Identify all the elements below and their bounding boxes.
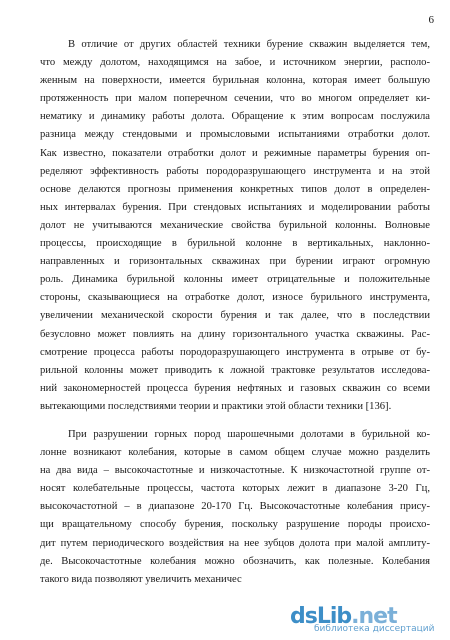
dslib-watermark — [290, 600, 440, 634]
text-line: роль. Динамика бурильной колонны имеет отрицательные и положительные — [40, 274, 430, 286]
text-line: носят колебательные процессы, частота которых лежит в диапазоне 3-20 Гц, — [40, 483, 430, 495]
document-body — [40, 36, 430, 589]
text-line: долот не учитываются механические свойства бурильной колонны. Волновые — [40, 219, 430, 231]
text-line: нематику и динамику работы долота. Обращение к этим вопросам послужила — [40, 111, 430, 123]
watermark-logo-main: dsLib — [290, 604, 352, 629]
text-line: стороны, сказывающиеся на отработке долот, износе бурильного инструмента, — [40, 292, 430, 304]
text-line: лонне возникают колебания, которые в самом общем случае можно разделить — [40, 447, 430, 459]
text-line: ных интервалах бурения. При стендовых испытаниях и моделировании работы — [40, 201, 430, 213]
text-line: ределяют эффективность работы породоразрушающего инструмента и на этой — [40, 165, 430, 177]
text-line: направленных и горизонтальных скважинах при бурении играют огромную — [40, 256, 430, 268]
page-number: 6 — [428, 14, 434, 26]
watermark-logo-suffix: .net — [351, 604, 397, 629]
text-line: на два вида – высокочастотные и низкочастотные. К низкочастотной группе от- — [40, 465, 430, 477]
text-line: увеличении механической скорости бурения и так далее, что в последствии — [40, 310, 430, 322]
text-line: При разрушении горных пород шарошечными долотами в бурильной ко- — [68, 428, 430, 440]
text-line: щи вращательному способу бурения, поскольку разрушение породы происхо- — [40, 519, 430, 531]
text-line: разница между стендовыми и промысловыми испытаниями отработки долот. — [40, 129, 430, 141]
text-line: основе делаются прогнозы применения конкретных типов долот в определен- — [40, 183, 430, 195]
text-line: В отличие от других областей техники бурение скважин выделяется тем, — [68, 39, 430, 50]
text-line: такого вида позволяют увеличить механичес — [40, 573, 242, 585]
text-line: процессы, происходящие в бурильной колонне в вертикальных, наклонно- — [40, 238, 430, 250]
text-line: протяженность при малом поперечном сечении, что во многом определяет ки- — [40, 93, 430, 105]
text-line: дит путем периодического воздействия на нее зубцов долота при малой амплиту- — [40, 537, 430, 549]
text-line: Как известно, показатели отработки долот и режимные параметры бурения оп- — [40, 147, 430, 159]
text-line: ний закономерностей процесса бурения нефтяных и газовых скважин со всеми — [40, 382, 430, 394]
text-line: безусловно может повлиять на длину горизонтального участка скважины. Рас- — [40, 328, 430, 340]
paragraph-2 — [40, 426, 430, 589]
text-line: смотрение процесса работы породоразрушающего инструмента в отрыве от бу- — [40, 346, 430, 358]
text-line: вытекающими последствиями теории и практики этой области техники [136]. — [40, 400, 392, 412]
text-line: женным на поверхности, имеется бурильная колонна, которая имеет большую — [40, 75, 430, 87]
text-line: что между долотом, находящимся на забое, и источником энергии, располо- — [40, 57, 430, 69]
text-line: де. Высокочастотные колебания можно обозначить, как полезные. Колебания — [40, 555, 430, 567]
text-line: рильной колонны может приводить к ложной трактовке результатов исследова- — [40, 364, 430, 376]
paragraph-gap — [40, 416, 430, 426]
paragraph-1 — [40, 36, 430, 416]
text-line: высокочастотной – в диапазоне 20-170 Гц. Высокочастотные колебания прису- — [40, 501, 430, 513]
watermark-subtitle: библиотека диссертаций — [314, 624, 435, 634]
